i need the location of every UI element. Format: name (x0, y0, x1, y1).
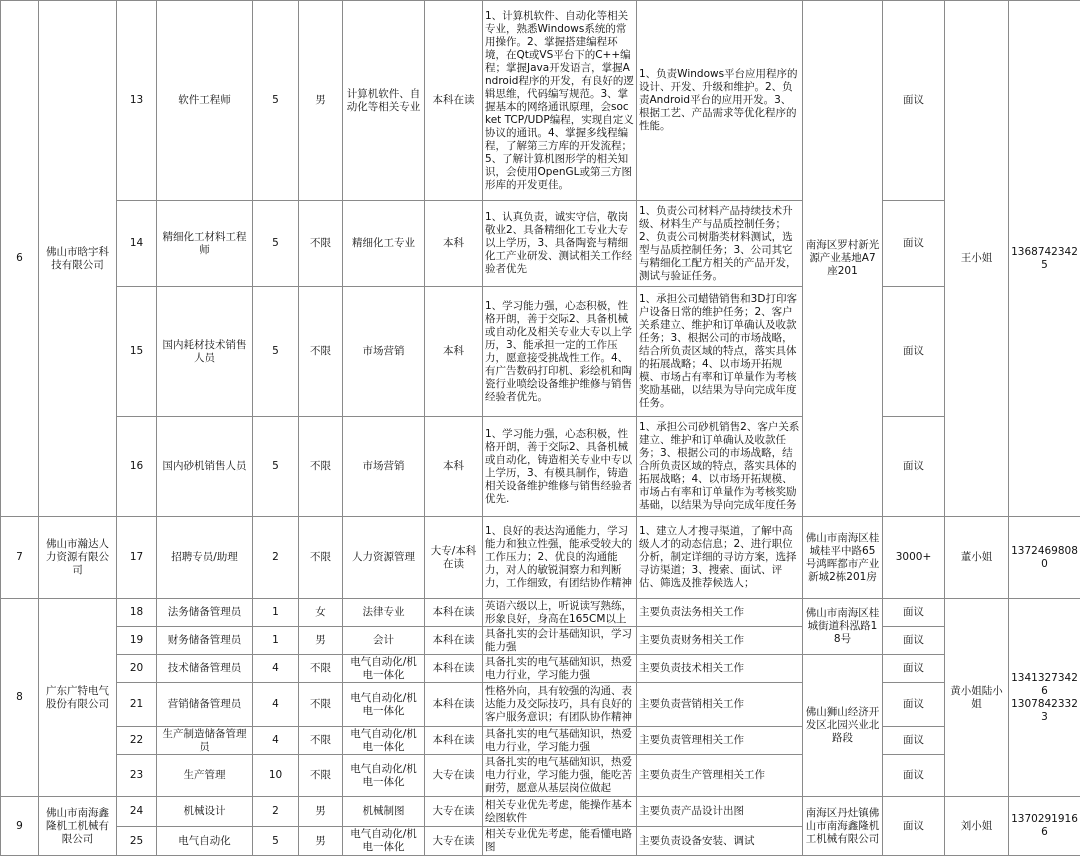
job-salary: 面议 (883, 417, 945, 517)
company-phones (1009, 599, 1080, 797)
job-duties: 主要负责法务相关工作 (637, 599, 803, 627)
job-major: 会计 (343, 627, 425, 655)
job-seq: 25 (117, 827, 157, 856)
job-title: 精细化工材料工程师 (157, 201, 253, 287)
job-count: 5 (253, 287, 299, 417)
job-requirements: 1、良好的表达沟通能力，学习能力和独立性强，能承受较大的工作压力；2、优良的沟通能力，对人的敏锐洞察力和判断力，工作细致，有团结协作精神 (483, 517, 637, 599)
job-count: 5 (253, 1, 299, 201)
job-gender: 男 (299, 1, 343, 201)
job-gender: 不限 (299, 201, 343, 287)
table-row (1, 1, 1080, 201)
job-salary: 面议 (883, 287, 945, 417)
job-education: 本科 (425, 201, 483, 287)
job-requirements: 1、学习能力强，心态积极，性格开朗，善于交际2、具备机械或自动化及相关专业大专以上学历，3、能承担一定的工作压力，愿意接受挑战性工作。4、有广告数码打印机、彩绘机和陶瓷行业喷绘设备维护维修与销售经验者优先。 (483, 287, 637, 417)
company-name: 佛山市南海鑫隆机工机械有限公司 (39, 797, 117, 856)
company-phone: 13724698080 (1009, 517, 1080, 599)
job-seq: 16 (117, 417, 157, 517)
job-count: 2 (253, 517, 299, 599)
job-salary: 3000+ (883, 517, 945, 599)
table-row (1, 417, 1080, 517)
job-requirements: 1、计算机软件、自动化等相关专业，熟悉Windows系统的常用操作。2、掌握搭建编程环境，在Qt或VS平台下的C++编程；掌握Java开发语言，掌握Android程序的开发，有良好的逻辑思维，代码编写规范。3、掌握基本的网络通讯原理，会socket TCP/UDP编程，实现自定义协议的通讯。4、掌握多线程编程，了解第三方库的开发流程；5、了解计算机图形学的相关知识，会使用OpenGL或第三方图形库的开发更佳。 (483, 1, 637, 201)
job-education: 大专在读 (425, 827, 483, 856)
job-salary: 面议 (883, 627, 945, 655)
company-contact: 董小姐 (945, 517, 1009, 599)
job-duties: 主要负责设备安装、调试 (637, 827, 803, 856)
job-duties: 1、负责Windows平台应用程序的设计、开发、升级和维护。2、负责Android平台的应用开发。3、根据工艺、产品需求等优化程序的性能。 (637, 1, 803, 201)
job-count: 4 (253, 655, 299, 683)
job-title: 机械设计 (157, 797, 253, 827)
job-requirements: 具备扎实的会计基础知识，学习能力强 (483, 627, 637, 655)
job-major: 人力资源管理 (343, 517, 425, 599)
job-major: 市场营销 (343, 417, 425, 517)
job-education: 本科在读 (425, 727, 483, 755)
job-major: 电气自动化/机电一体化 (343, 727, 425, 755)
job-major: 计算机软件、自动化等相关专业 (343, 1, 425, 201)
job-major: 精细化工专业 (343, 201, 425, 287)
job-duties: 主要负责产品设计出图 (637, 797, 803, 827)
company-address: 佛山市南海区桂城街道科泓路18号 (803, 599, 883, 655)
job-requirements: 1、学习能力强，心态积极，性格开朗，善于交际2、具备机械或自动化，铸造相关专业中专以上学历，3、有模具制作，铸造相关设备维护维修与销售经验者优先. (483, 417, 637, 517)
job-gender: 男 (299, 627, 343, 655)
job-title: 生产管理 (157, 755, 253, 797)
job-gender: 男 (299, 797, 343, 827)
job-gender: 不限 (299, 655, 343, 683)
job-count: 5 (253, 417, 299, 517)
job-requirements: 具备扎实的电气基础知识，热爱电力行业，学习能力强，能吃苦耐劳，愿意从基层岗位做起 (483, 755, 637, 797)
job-major: 市场营销 (343, 287, 425, 417)
job-education: 大专在读 (425, 755, 483, 797)
job-gender: 男 (299, 827, 343, 856)
job-title: 国内耗材技术销售人员 (157, 287, 253, 417)
table-row (1, 627, 1080, 655)
job-duties: 1、负责公司材料产品持续技术升级、材料生产与品质控制任务；2、负责公司树脂类材料测试，选型与品质控制任务；3、公司其它与精细化工配方相关的产品开发，测试与验证任务。 (637, 201, 803, 287)
job-count: 1 (253, 627, 299, 655)
job-major: 电气自动化/机电一体化 (343, 755, 425, 797)
company-address: 南海区罗村新光源产业基地A7座201 (803, 1, 883, 517)
job-duties: 主要负责生产管理相关工作 (637, 755, 803, 797)
job-requirements: 相关专业优先考虑，能看懂电路图 (483, 827, 637, 856)
company-name: 广东广特电气股份有限公司 (39, 599, 117, 797)
job-seq: 13 (117, 1, 157, 201)
job-major: 电气自动化/机电一体化 (343, 827, 425, 856)
job-requirements: 性格外向，具有较强的沟通、表达能力及交际技巧，具有良好的客户服务意识；有团队协作精神 (483, 683, 637, 727)
job-seq: 23 (117, 755, 157, 797)
company-phone: 13413273426 (1011, 671, 1078, 697)
job-title: 法务储备管理员 (157, 599, 253, 627)
job-duties: 主要负责财务相关工作 (637, 627, 803, 655)
company-phone: 13702919166 (1009, 797, 1080, 856)
job-salary: 面议 (883, 797, 945, 856)
job-gender: 不限 (299, 287, 343, 417)
company-contact: 王小姐 (945, 1, 1009, 517)
job-requirements: 英语六级以上，听说读写熟练，形象良好，身高在165CM以上 (483, 599, 637, 627)
job-title: 生产制造储备管理员 (157, 727, 253, 755)
job-count: 2 (253, 797, 299, 827)
job-seq: 21 (117, 683, 157, 727)
job-duties: 1、承担公司蜡错销售和3D打印客户设备日常的维护任务；2、客户关系建立、维护和订单确认及收款任务；3、根据公司的市场战略，结合所负责区域的特点，落实具体的拓展战略；4、以市场开拓规模、市场占有率和订单量作为考核奖励基础，以结果为导向完成年度任务。 (637, 287, 803, 417)
company-phone: 13078423323 (1011, 697, 1078, 723)
job-education: 本科在读 (425, 655, 483, 683)
job-requirements: 具备扎实的电气基础知识，热爱电力行业，学习能力强 (483, 655, 637, 683)
table-row (1, 599, 1080, 627)
table-row (1, 727, 1080, 755)
job-major: 机械制图 (343, 797, 425, 827)
job-salary: 面议 (883, 655, 945, 683)
job-seq: 14 (117, 201, 157, 287)
job-gender: 不限 (299, 517, 343, 599)
job-duties: 1、承担公司砂机销售2、客户关系建立、维护和订单确认及收款任务；3、根据公司的市场战略，结合所负责区域的特点，落实具体的拓展战略；4、以市场开拓规模、市场占有率和订单量作为考核奖励基础，以结果为导向完成年度任务 (637, 417, 803, 517)
job-education: 本科在读 (425, 1, 483, 201)
job-requirements: 1、认真负责，诚实守信，敬岗敬业2、具备精细化工专业大专以上学历，3、具备陶瓷与精细化工产业研发、测试相关工作经验者优先 (483, 201, 637, 287)
job-seq: 22 (117, 727, 157, 755)
job-count: 5 (253, 201, 299, 287)
job-salary: 面议 (883, 755, 945, 797)
job-count: 5 (253, 827, 299, 856)
job-salary: 面议 (883, 727, 945, 755)
job-gender: 不限 (299, 727, 343, 755)
job-requirements: 相关专业优先考虑，能操作基本绘图软件 (483, 797, 637, 827)
company-no: 7 (1, 517, 39, 599)
table-row (1, 287, 1080, 417)
company-contact: 刘小姐 (945, 797, 1009, 856)
job-title: 软件工程师 (157, 1, 253, 201)
job-education: 本科在读 (425, 627, 483, 655)
job-salary: 面议 (883, 1, 945, 201)
job-salary: 面议 (883, 683, 945, 727)
job-education: 本科 (425, 287, 483, 417)
job-education: 大专在读 (425, 797, 483, 827)
job-title: 技术储备管理员 (157, 655, 253, 683)
job-seq: 20 (117, 655, 157, 683)
job-count: 4 (253, 727, 299, 755)
company-name: 佛山市瀚达人力资源有限公司 (39, 517, 117, 599)
job-count: 1 (253, 599, 299, 627)
company-no: 6 (1, 1, 39, 517)
job-count: 10 (253, 755, 299, 797)
job-title: 财务储备管理员 (157, 627, 253, 655)
table-row (1, 755, 1080, 797)
company-phone: 13687423425 (1009, 1, 1080, 517)
job-major: 电气自动化/机电一体化 (343, 655, 425, 683)
job-duties: 1、建立人才搜寻渠道，了解中高级人才的动态信息；2、进行职位分析，制定详细的寻访方案，选择寻访渠道；3、搜索、面试、评估、筛选及推荐候选人； (637, 517, 803, 599)
job-seq: 18 (117, 599, 157, 627)
job-gender: 不限 (299, 755, 343, 797)
company-contact: 黄小姐陆小姐 (945, 599, 1009, 797)
job-seq: 17 (117, 517, 157, 599)
job-count: 4 (253, 683, 299, 727)
job-gender: 不限 (299, 683, 343, 727)
job-duties: 主要负责管理相关工作 (637, 727, 803, 755)
table-row (1, 797, 1080, 827)
company-address: 南海区丹灶镇佛山市南海鑫隆机工机械有限公司 (803, 797, 883, 856)
table-row (1, 517, 1080, 599)
job-gender: 不限 (299, 417, 343, 517)
table-row (1, 655, 1080, 683)
job-salary: 面议 (883, 599, 945, 627)
job-seq: 19 (117, 627, 157, 655)
job-title: 国内砂机销售人员 (157, 417, 253, 517)
job-education: 本科在读 (425, 599, 483, 627)
job-title: 招聘专员/助理 (157, 517, 253, 599)
job-requirements: 具备扎实的电气基础知识，热爱电力行业，学习能力强 (483, 727, 637, 755)
job-education: 大专/本科在读 (425, 517, 483, 599)
company-no: 9 (1, 797, 39, 856)
table-row (1, 683, 1080, 727)
company-address: 佛山市南海区桂城桂平中路65号鸿晖都市产业新城2栋201房 (803, 517, 883, 599)
table-row (1, 201, 1080, 287)
job-seq: 15 (117, 287, 157, 417)
job-education: 本科在读 (425, 683, 483, 727)
job-gender: 女 (299, 599, 343, 627)
job-major: 法律专业 (343, 599, 425, 627)
job-duties: 主要负责技术相关工作 (637, 655, 803, 683)
job-salary: 面议 (883, 201, 945, 287)
job-major: 电气自动化/机电一体化 (343, 683, 425, 727)
company-name: 佛山市晗宇科技有限公司 (39, 1, 117, 517)
job-title: 营销储备管理员 (157, 683, 253, 727)
job-duties: 主要负责营销相关工作 (637, 683, 803, 727)
job-title: 电气自动化 (157, 827, 253, 856)
company-no: 8 (1, 599, 39, 797)
job-seq: 24 (117, 797, 157, 827)
job-education: 本科 (425, 417, 483, 517)
company-address: 佛山狮山经济开发区北园兴业北路段 (803, 655, 883, 797)
